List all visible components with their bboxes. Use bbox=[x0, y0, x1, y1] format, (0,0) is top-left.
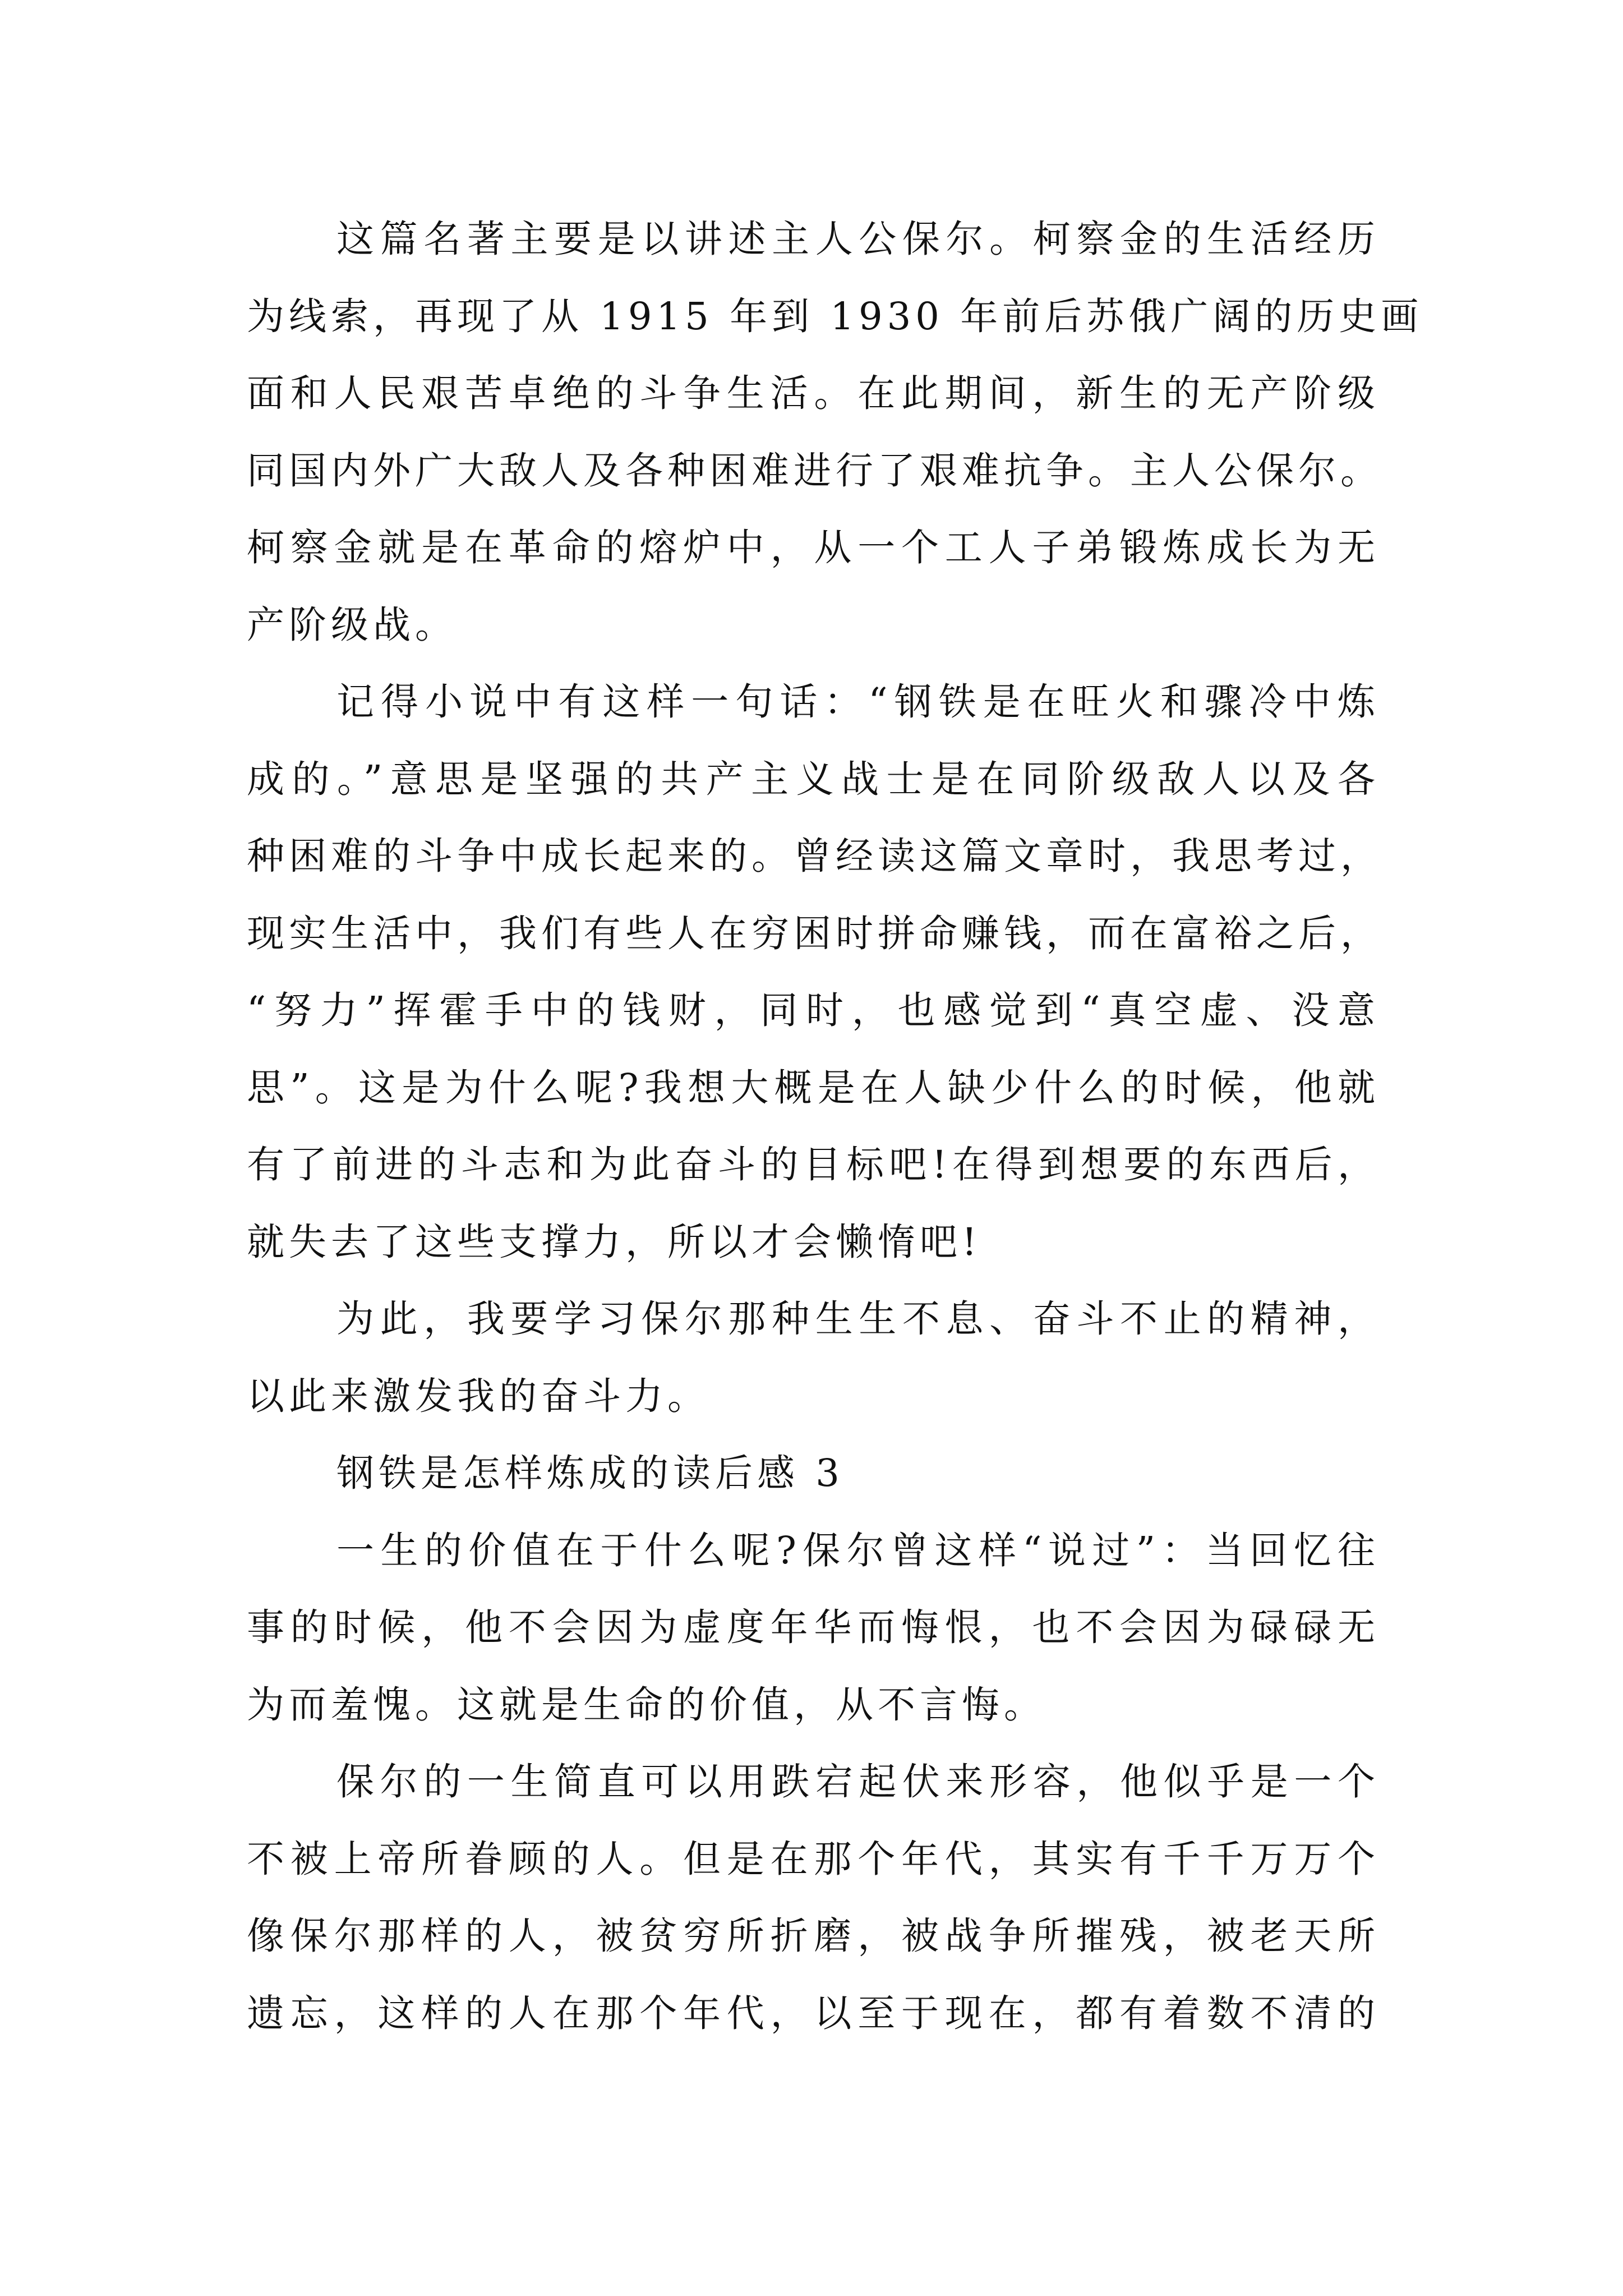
text-line: 有了前进的斗志和为此奋斗的目标吧!在得到想要的东西后， bbox=[247, 1143, 1380, 1186]
section-title bbox=[247, 1435, 1380, 1512]
text-line: 一生的价值在于什么呢?保尔曾这样“说过”：当回忆往 bbox=[336, 1528, 1380, 1572]
text-line: 这篇名著主要是以讲述主人公保尔。柯察金的生活经历 bbox=[336, 217, 1380, 261]
document-body bbox=[247, 201, 1423, 2052]
text-line: “努力”挥霍手中的钱财，同时，也感觉到“真空虚、没意 bbox=[247, 988, 1380, 1032]
text-line: 不被上帝所眷顾的人。但是在那个年代，其实有千千万万个 bbox=[247, 1837, 1380, 1881]
text-line: 种困难的斗争中成长起来的。曾经读这篇文章时，我思考过， bbox=[247, 834, 1382, 878]
text-line: 像保尔那样的人，被贫穷所折磨，被战争所摧残，被老天所 bbox=[247, 1914, 1380, 1958]
text-line: 保尔的一生简直可以用跌宕起伏来形容，他似乎是一个 bbox=[336, 1760, 1380, 1803]
paragraph bbox=[247, 1281, 1380, 1435]
text-line: 为线索，再现了从 1915 年到 1930 年前后苏俄广阔的历史画 bbox=[247, 294, 1423, 338]
text-line: 同国内外广大敌人及各种困难进行了艰难抗争。主人公保尔。 bbox=[247, 448, 1382, 493]
text-line: 现实生活中，我们有些人在穷困时拼命赚钱，而在富裕之后， bbox=[247, 911, 1382, 955]
text-line: 事的时候，他不会因为虚度年华而悔恨，也不会因为碌碌无 bbox=[247, 1605, 1380, 1649]
text-line: 思”。这是为什么呢?我想大概是在人缺少什么的时候，他就 bbox=[247, 1065, 1380, 1110]
text-line: 钢铁是怎样炼成的读后感 3 bbox=[336, 1451, 844, 1495]
text-line: 以此来激发我的奋斗力。 bbox=[247, 1374, 709, 1418]
paragraph bbox=[247, 1512, 1380, 1744]
text-line: 柯察金就是在革命的熔炉中，从一个工人子弟锻炼成长为无 bbox=[247, 526, 1380, 569]
text-line: 遗忘，这样的人在那个年代，以至于现在，都有着数不清的 bbox=[247, 1991, 1380, 2035]
paragraph bbox=[247, 201, 1423, 664]
paragraph bbox=[247, 1743, 1380, 2052]
paragraph bbox=[247, 664, 1380, 1281]
text-line: 就失去了这些支撑力，所以才会懒惰吧! bbox=[247, 1220, 981, 1264]
text-line: 为而羞愧。这就是生命的价值，从不言悔。 bbox=[247, 1682, 1046, 1727]
text-line: 产阶级战。 bbox=[247, 602, 457, 647]
text-line: 面和人民艰苦卓绝的斗争生活。在此期间，新生的无产阶级 bbox=[247, 371, 1380, 415]
text-line: 记得小说中有这样一句话：“钢铁是在旺火和骤冷中炼 bbox=[336, 680, 1380, 724]
text-line: 为此，我要学习保尔那种生生不息、奋斗不止的精神， bbox=[336, 1297, 1380, 1341]
text-line: 成的。”意思是坚强的共产主义战士是在同阶级敌人以及各 bbox=[247, 757, 1380, 801]
